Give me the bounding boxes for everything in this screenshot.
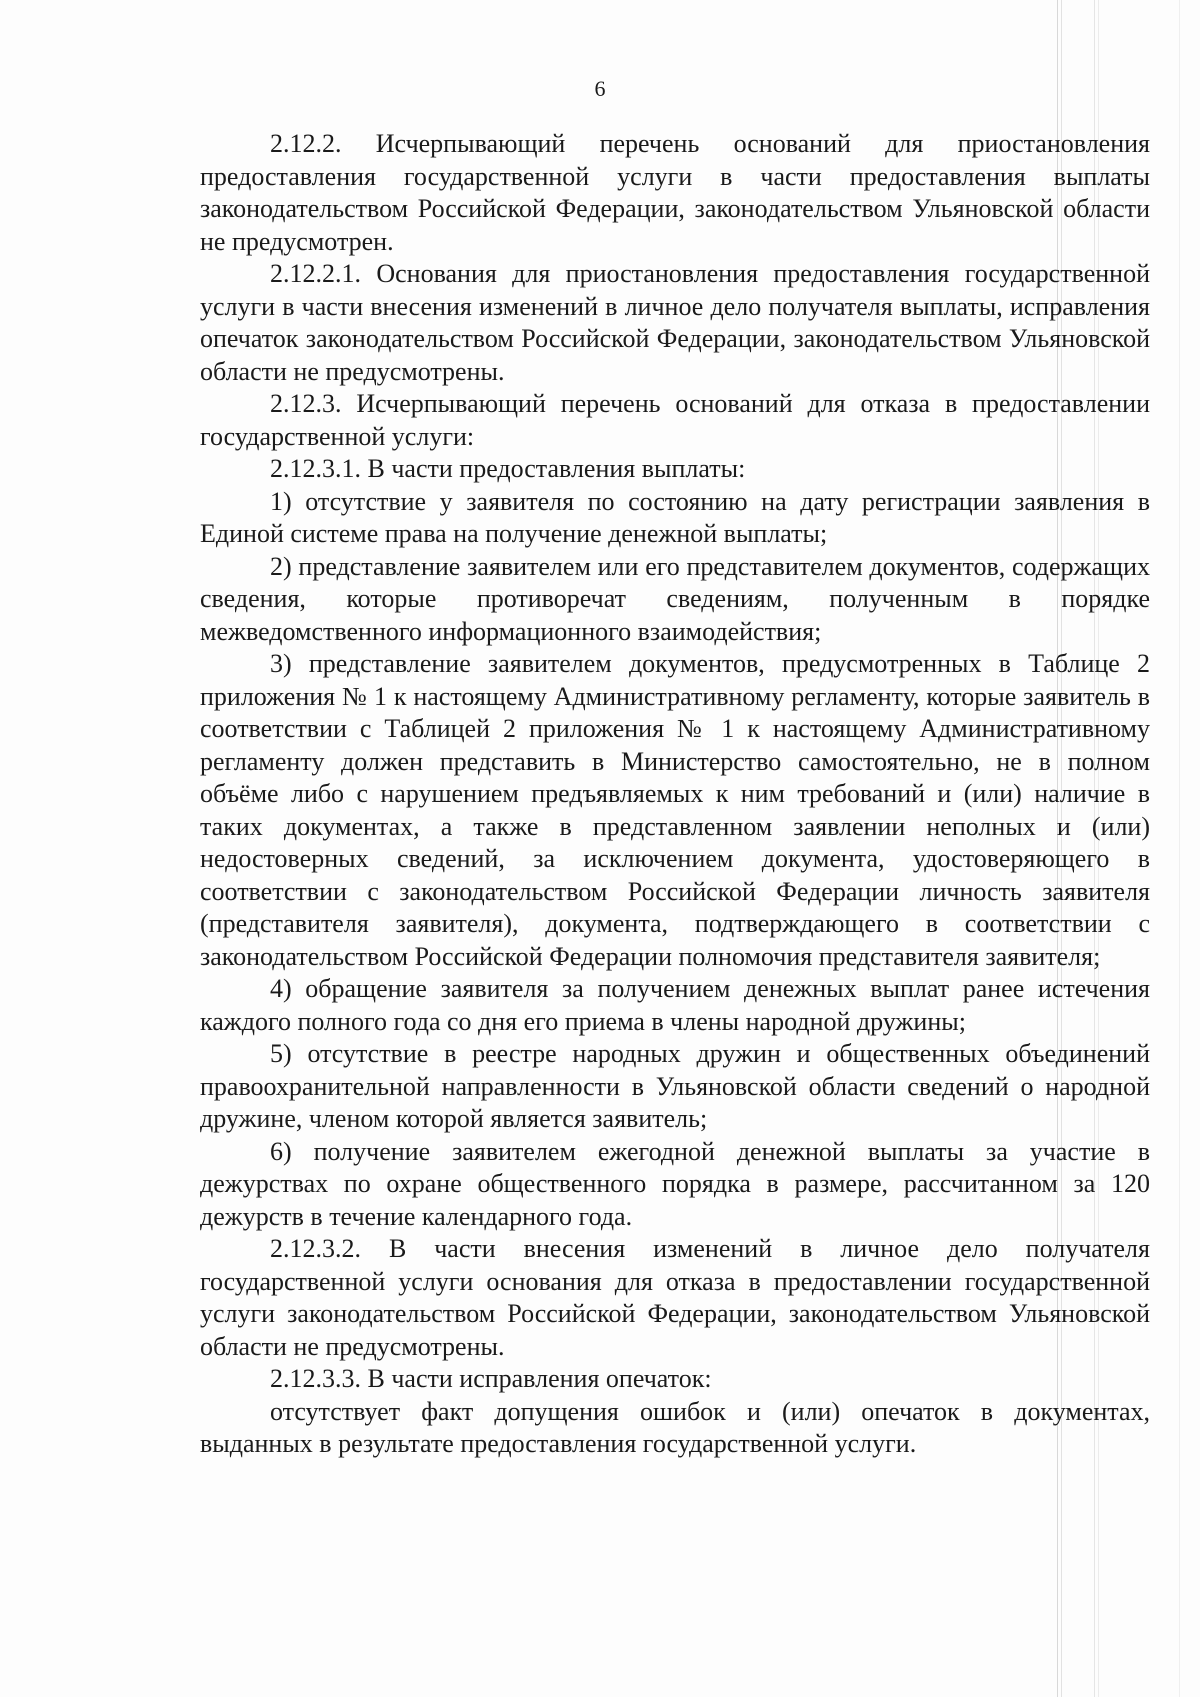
paragraph-2-12-3-3: 2.12.3.3. В части исправления опечаток: <box>270 1364 712 1393</box>
list-item-6: 6) получение заявителем ежегодной денежной выплаты за участие в дежурствах по охране общественного порядка в размере, рассчитанном за 120 дежурств в течение календарного года. <box>200 1136 1150 1231</box>
paragraph-2-12-3: 2.12.3. Исчерпывающий перечень оснований для отказа в предоставлении государственной услуги: <box>200 389 1150 451</box>
paragraph-2-12-3-2: 2.12.3.2. В части внесения изменений в личное дело получателя государственной услуги основания для отказа в предоставлении государственной услуги законодательством Российской Федерации, законодательством Ульяновской области не предусмотрены. <box>200 1234 1150 1361</box>
list-item-4: 4) обращение заявителя за получением денежных выплат ранее истечения каждого полного года со дня его приема в члены народной дружины; <box>200 974 1150 1036</box>
paragraph-2-12-2-1: 2.12.2.1. Основания для приостановления предоставления государственной услуги в части внесения изменений в личное дело получателя выплаты, исправления опечаток законодательством Российской Федерации, законодательством Ульяновской области не предусмотрены. <box>200 259 1150 386</box>
document-body <box>200 128 1150 1461</box>
list-item-2: 2) представление заявителем или его представителем документов, содержащих сведения, которые противоречат сведениям, полученным в порядке межведомственного информационного взаимодействия; <box>200 551 1150 646</box>
paragraph-typos-clause: отсутствует факт допущения ошибок и (или) опечаток в документах, выданных в результате предоставления государственной услуги. <box>200 1396 1150 1458</box>
scan-artifact-line <box>1179 0 1180 1697</box>
list-item-3: 3) представление заявителем документов, предусмотренных в Таблице 2 приложения № 1 к настоящему Административному регламенту, которые заявитель в соответствии с Таблицей 2 приложения № 1 к настоящему Административному регламенту должен представить в Министерство самостоятельно, не в полном объёме либо с нарушением предъявляемых к ним требований и (или) наличие в таких документах, а также в представленном заявлении неполных и (или) недостоверных сведений, за исключением документа, удостоверяющего в соответствии с законодательством Российской Федерации личность заявителя (представителя заявителя), документа, подтверждающего в соответствии с законодательством Российской Федерации полномочия представителя заявителя; <box>200 649 1150 971</box>
paragraph-2-12-2: 2.12.2. Исчерпывающий перечень оснований для приостановления предоставления государственной услуги в части предоставления выплаты законодательством Российской Федерации, законодательством Ульяновской области не предусмотрен. <box>200 129 1150 256</box>
paragraph-2-12-3-1: 2.12.3.1. В части предоставления выплаты: <box>270 454 746 483</box>
list-item-5: 5) отсутствие в реестре народных дружин и общественных объединений правоохранительной направленности в Ульяновской области сведений о народной дружине, членом которой является заявитель; <box>200 1039 1150 1133</box>
list-item-1: 1) отсутствие у заявителя по состоянию на дату регистрации заявления в Единой системе права на получение денежной выплаты; <box>200 486 1150 548</box>
page-number: 6 <box>594 76 606 101</box>
